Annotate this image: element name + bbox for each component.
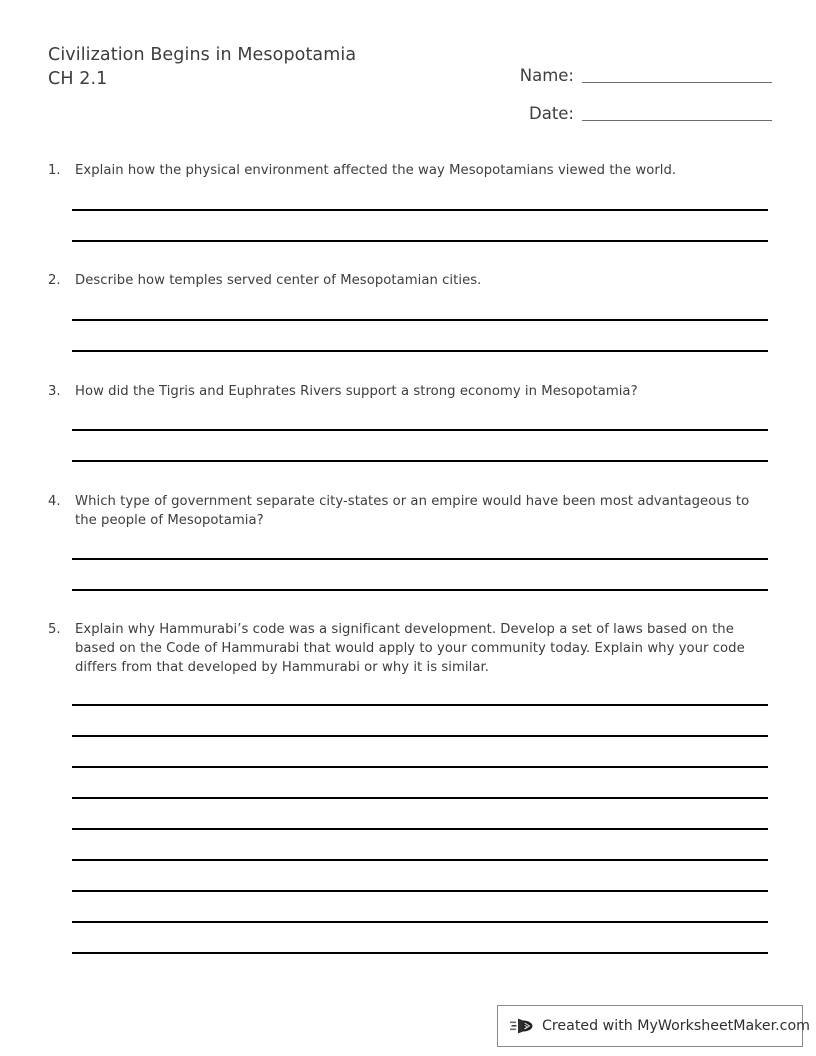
question-heading: [48, 382, 768, 401]
answer-line[interactable]: [72, 319, 768, 321]
question-text: How did the Tigris and Euphrates Rivers support a strong economy in Mesopotamia?: [75, 384, 638, 399]
worksheet-header: [0, 0, 816, 130]
answer-line[interactable]: [72, 859, 768, 861]
answer-lines-group: [72, 319, 768, 352]
worksheet-maker-logo-icon: [510, 1014, 536, 1038]
answer-lines-group: [72, 429, 768, 462]
title-line-2: CH 2.1: [48, 69, 108, 89]
question-heading: [48, 161, 768, 180]
name-field-row: [460, 48, 772, 86]
question-item: [48, 271, 768, 290]
question-number: 2.: [48, 273, 61, 288]
answer-line[interactable]: [72, 209, 768, 211]
date-input-rule[interactable]: [582, 120, 772, 121]
question-item: [48, 620, 768, 677]
question-number: 4.: [48, 494, 61, 509]
name-label: Name:: [519, 66, 574, 85]
answer-line[interactable]: [72, 921, 768, 923]
question-heading: [48, 620, 768, 677]
question-number: 1.: [48, 163, 61, 178]
answer-line[interactable]: [72, 429, 768, 431]
question-text: Explain how the physical environment affected the way Mesopotamians viewed the world.: [75, 163, 677, 178]
answer-line[interactable]: [72, 240, 768, 242]
page-title: [48, 43, 478, 91]
name-input-rule[interactable]: [582, 82, 772, 83]
answer-line[interactable]: [72, 828, 768, 830]
answer-line[interactable]: [72, 797, 768, 799]
title-line-1: Civilization Begins in Mesopotamia: [48, 45, 357, 65]
answer-line[interactable]: [72, 558, 768, 560]
question-text: Which type of government separate city-states or an empire would have been most advantageous to the people of Mesopotamia?: [75, 494, 750, 528]
answer-line[interactable]: [72, 350, 768, 352]
answer-line[interactable]: [72, 890, 768, 892]
question-text: Explain why Hammurabi’s code was a significant development. Develop a set of laws based on the based on the Code of Hammurabi that would apply to your community today. Explain why your code differs from that developed by Hammurabi or why it is similar.: [75, 622, 745, 675]
student-meta-fields: [460, 48, 772, 124]
question-item: [48, 492, 768, 530]
answer-line[interactable]: [72, 766, 768, 768]
created-with-badge[interactable]: [497, 1005, 810, 1047]
date-label: Date:: [529, 104, 574, 123]
question-heading: [48, 271, 768, 290]
answer-line[interactable]: [72, 589, 768, 591]
answer-lines-group: [72, 704, 768, 954]
answer-line[interactable]: [72, 735, 768, 737]
question-number: 3.: [48, 384, 61, 399]
answer-line[interactable]: [72, 704, 768, 706]
answer-line[interactable]: [72, 952, 768, 954]
answer-lines-group: [72, 558, 768, 591]
question-item: [48, 161, 768, 180]
answer-line[interactable]: [72, 460, 768, 462]
question-number: 5.: [48, 622, 61, 637]
answer-lines-group: [72, 209, 768, 242]
question-item: [48, 382, 768, 401]
question-text: Describe how temples served center of Mesopotamian cities.: [75, 273, 482, 288]
question-heading: [48, 492, 768, 530]
date-field-row: [460, 86, 772, 124]
badge-label: Created with MyWorksheetMaker.com: [542, 1018, 810, 1034]
